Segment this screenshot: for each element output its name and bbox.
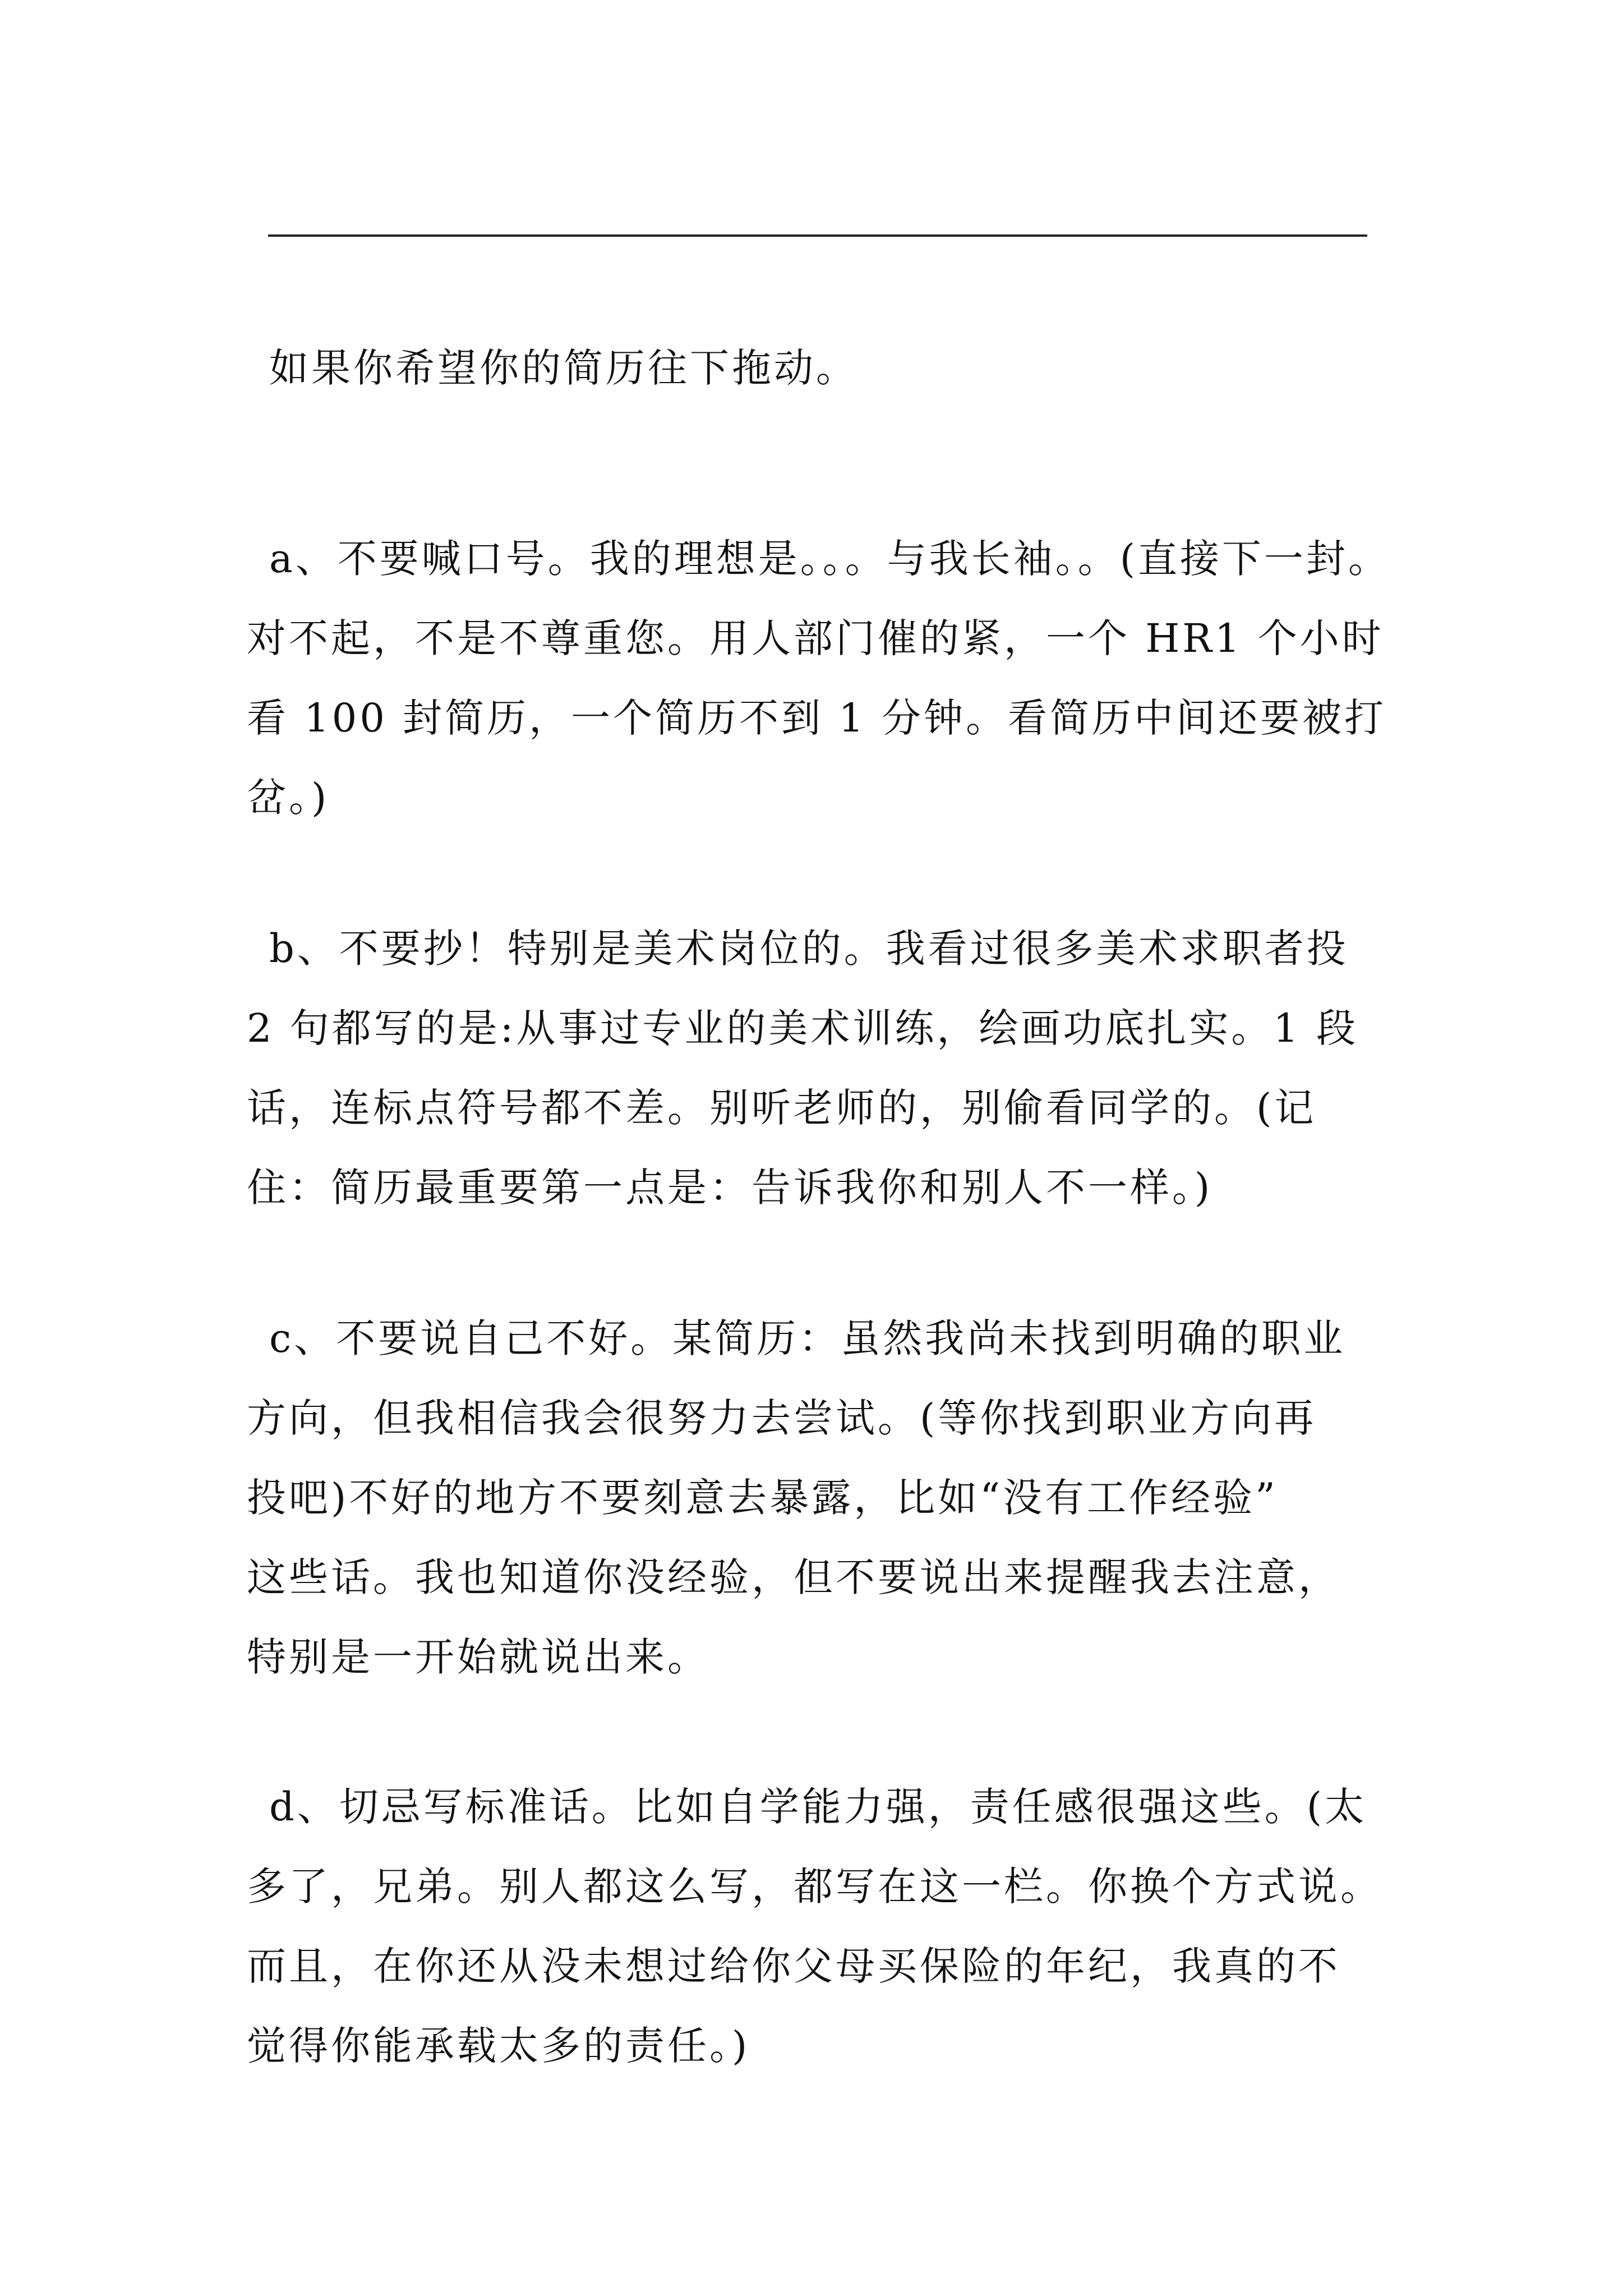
paragraph-line: 多了，兄弟。别人都这么写，都写在这一栏。你换个方式说。: [247, 1864, 1382, 1910]
paragraph-line: a、不要喊口号。我的理想是。。。与我长袖。。(直接下一封。: [269, 536, 1391, 582]
paragraph-line: 2 句都写的是:从事过专业的美术训练，绘画功底扎实。1 段: [247, 1005, 1359, 1051]
paragraph-line: d、切忌写标准话。比如自学能力强，责任感很强这些。(太: [269, 1784, 1367, 1830]
paragraph-line: 这些话。我也知道你没经验，但不要说出来提醒我去注意，: [247, 1554, 1340, 1600]
paragraph-line: 对不起，不是不尊重您。用人部门催的紧，一个 HR1 个小时: [247, 615, 1384, 661]
paragraph-line: 如果你希望你的简历往下拖动。: [269, 345, 858, 391]
paragraph-line: 而且，在你还从没未想过给你父母买保险的年纪，我真的不: [247, 1943, 1340, 1989]
paragraph-line: c、不要说自己不好。某简历：虽然我尚未找到明确的职业: [269, 1315, 1346, 1361]
paragraph-line: 看 100 封简历，一个简历不到 1 分钟。看简历中间还要被打: [247, 695, 1387, 741]
paragraph-line: 住：简历最重要第一点是：告诉我你和别人不一样。): [247, 1165, 1213, 1211]
paragraph-b: [247, 909, 1416, 1227]
paragraph-line: 方向，但我相信我会很努力去尝试。(等你找到职业方向再: [247, 1395, 1317, 1441]
paragraph-c: [247, 1299, 1416, 1697]
paragraph-line: 投吧)不好的地方不要刻意去暴露，比如“没有工作经验”: [247, 1475, 1278, 1521]
paragraph-line: 岔。): [247, 775, 330, 821]
paragraph-line: 特别是一开始就说出来。: [247, 1634, 709, 1680]
paragraph-line: 话，连标点符号都不差。别听老师的，别偷看同学的。(记: [247, 1085, 1317, 1131]
paragraph-line: 觉得你能承载太多的责任。): [247, 2023, 750, 2069]
paragraph-line: b、不要抄！特别是美术岗位的。我看过很多美术求职者投: [269, 926, 1349, 972]
paragraph-d: [247, 1767, 1416, 2086]
paragraph-intro: [247, 328, 1416, 408]
paragraph-a: [247, 519, 1416, 838]
top-horizontal-rule: [268, 234, 1367, 237]
